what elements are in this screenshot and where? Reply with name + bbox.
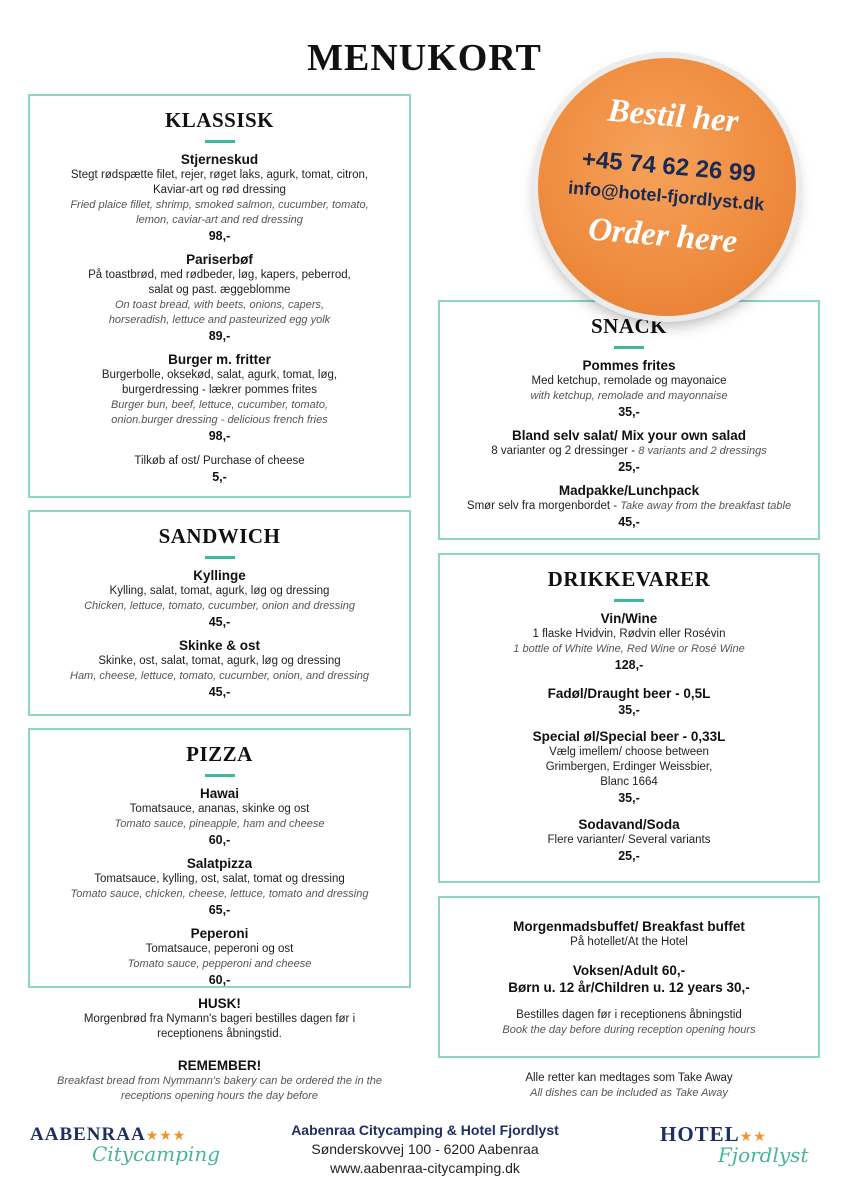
item-description-da: Med ketchup, remolade og mayonaice bbox=[531, 375, 727, 387]
menu-item-extra bbox=[30, 454, 409, 485]
section-divider bbox=[205, 556, 235, 559]
menu-item bbox=[30, 855, 409, 918]
menu-item bbox=[30, 637, 409, 700]
item-price: 98,- bbox=[208, 429, 231, 443]
section-title: KLASSISK bbox=[164, 108, 275, 132]
husk-note bbox=[28, 995, 411, 1042]
breakfast-title: Morgenmadsbuffet/ Breakfast buffet bbox=[513, 919, 745, 934]
item-name: Fadøl/Draught beer - 0,5L bbox=[547, 686, 711, 701]
badge-phone[interactable]: +45 74 62 26 99 bbox=[580, 145, 757, 188]
section-divider bbox=[205, 774, 235, 777]
section-divider bbox=[205, 140, 235, 143]
menu-item bbox=[440, 610, 818, 673]
order-badge[interactable] bbox=[527, 47, 807, 327]
item-description bbox=[440, 444, 818, 459]
item-description-en: Tomato sauce, pineapple, ham and cheese bbox=[114, 818, 325, 830]
extra-label: Tilkøb af ost/ Purchase of cheese bbox=[134, 455, 305, 467]
breakfast-adult-price: Voksen/Adult 60,- bbox=[572, 963, 686, 978]
item-description-en: On toast bread, with beets, onions, capers, horseradish, lettuce and pasteurized egg yolk bbox=[108, 299, 331, 326]
item-price: 89,- bbox=[208, 329, 231, 343]
logo-right-stars: ★★ bbox=[739, 1128, 767, 1144]
footer-name: Aabenraa Citycamping & Hotel Fjordlyst bbox=[291, 1122, 559, 1138]
breakfast-location: På hotellet/At the Hotel bbox=[570, 936, 688, 948]
menu-item bbox=[440, 728, 818, 806]
item-price: 45,- bbox=[208, 685, 231, 699]
takeaway-da: Alle retter kan medtages som Take Away bbox=[525, 1072, 733, 1084]
item-description-en: with ketchup, remolade and mayonnaise bbox=[530, 390, 728, 402]
logo-left-main: AABENRAA bbox=[30, 1124, 146, 1145]
item-name: Bland selv salat/ Mix your own salad bbox=[511, 428, 747, 443]
logo-left-sub: Citycamping bbox=[92, 1142, 221, 1166]
item-price: 35,- bbox=[618, 791, 640, 805]
item-description-da: Stegt rødspætte filet, rejer, røget laks, agurk, tomat, citron, Kaviar-art og rød dressing bbox=[70, 169, 369, 196]
item-description-da: Tomatsauce, kylling, ost, salat, tomat og dressing bbox=[94, 873, 345, 885]
item-description-da: Skinke, ost, salat, tomat, agurk, løg og dressing bbox=[98, 655, 341, 667]
item-price: 98,- bbox=[208, 229, 231, 243]
item-description-da: Tomatsauce, ananas, skinke og ost bbox=[129, 803, 310, 815]
item-price: 45,- bbox=[208, 615, 231, 629]
menu-item bbox=[30, 785, 409, 848]
section-title: DRIKKEVARER bbox=[547, 567, 711, 591]
item-description-da: 8 varianter og 2 dressinger - bbox=[491, 445, 639, 457]
item-description-da: Grimbergen, Erdinger Weissbier, bbox=[545, 761, 713, 773]
badge-order-en: Order here bbox=[586, 211, 739, 261]
husk-title: HUSK! bbox=[198, 996, 241, 1011]
item-description-en: 8 variants and 2 dressings bbox=[638, 445, 767, 457]
breakfast-child-price: Børn u. 12 år/Children u. 12 years 30,- bbox=[508, 980, 750, 995]
section-title: SNACK bbox=[590, 314, 667, 338]
aabenraa-citycamping-logo bbox=[30, 1124, 230, 1166]
hotel-fjordlyst-logo bbox=[660, 1122, 830, 1167]
item-name: Vin/Wine bbox=[600, 611, 658, 626]
item-description-da: Blanc 1664 bbox=[600, 776, 658, 788]
item-price: 65,- bbox=[208, 903, 231, 917]
section-title: SANDWICH bbox=[158, 524, 281, 548]
item-price: 128,- bbox=[614, 658, 644, 672]
item-description-en: Tomato sauce, chicken, cheese, lettuce, tomato and dressing bbox=[70, 888, 369, 900]
menu-item bbox=[440, 357, 818, 420]
item-description-en: 1 bottle of White Wine, Red Wine or Rosé Wine bbox=[513, 643, 745, 655]
item-description-en: Burger bun, beef, lettuce, cucumber, tomato, onion.burger dressing - delicious french fries bbox=[110, 399, 329, 426]
item-name: Madpakke/Lunchpack bbox=[558, 483, 700, 498]
item-name: Special øl/Special beer - 0,33L bbox=[532, 729, 726, 744]
breakfast-booking-da: Bestilles dagen før i receptionens åbningstid bbox=[516, 1009, 742, 1021]
item-description-en: Tomato sauce, pepperoni and cheese bbox=[127, 958, 312, 970]
page-title: MENUKORT bbox=[307, 37, 542, 79]
menu-item bbox=[440, 427, 818, 475]
item-price: 35,- bbox=[618, 405, 640, 419]
item-name: Burger m. fritter bbox=[168, 352, 271, 367]
logo-right-main: HOTEL bbox=[660, 1122, 740, 1146]
item-name: Hawai bbox=[199, 786, 240, 801]
drikkevarer-section bbox=[438, 553, 820, 883]
sandwich-section bbox=[28, 510, 411, 716]
item-name: Salatpizza bbox=[186, 856, 253, 871]
takeaway-en: All dishes can be included as Take Away bbox=[530, 1087, 728, 1099]
item-name: Pommes frites bbox=[582, 358, 676, 373]
menu-item bbox=[30, 251, 409, 344]
item-name: Pariserbøf bbox=[186, 252, 253, 267]
menu-item bbox=[30, 567, 409, 630]
item-description-da: Smør selv fra morgenbordet - bbox=[466, 500, 621, 512]
logo-left-stars: ★★★ bbox=[145, 1127, 187, 1143]
item-price: 25,- bbox=[618, 460, 640, 474]
menu-item bbox=[440, 685, 818, 718]
menu-item bbox=[440, 482, 818, 530]
item-description-da: Flere varianter/ Several variants bbox=[547, 834, 711, 846]
remember-note bbox=[28, 1057, 411, 1104]
item-description-en: Chicken, lettuce, tomato, cucumber, onion and dressing bbox=[84, 600, 355, 612]
item-description-da: Tomatsauce, peperoni og ost bbox=[145, 943, 294, 955]
remember-text: Breakfast bread from Nymmann's bakery can be ordered the in the receptions opening hours the day before bbox=[57, 1075, 382, 1102]
item-description-da: Kylling, salat, tomat, agurk, løg og dressing bbox=[109, 585, 330, 597]
item-name: Sodavand/Soda bbox=[578, 817, 680, 832]
husk-text: Morgenbrød fra Nymann's bageri bestilles dagen før i receptionens åbningstid. bbox=[83, 1013, 356, 1040]
extra-price: 5,- bbox=[212, 470, 227, 484]
item-price: 25,- bbox=[618, 849, 640, 863]
klassisk-section bbox=[28, 94, 411, 498]
menu-item bbox=[30, 351, 409, 444]
item-description-en: Take away from the breakfast table bbox=[620, 500, 792, 512]
snack-section bbox=[438, 300, 820, 540]
item-price: 45,- bbox=[618, 515, 640, 529]
pizza-section bbox=[28, 728, 411, 988]
item-description-da: 1 flaske Hvidvin, Rødvin eller Rosévin bbox=[532, 628, 726, 640]
footer-info bbox=[250, 1121, 600, 1178]
item-description-en: Ham, cheese, lettuce, tomato, cucumber, onion, and dressing bbox=[70, 670, 369, 682]
section-divider bbox=[614, 346, 644, 349]
menu-item bbox=[440, 816, 818, 864]
badge-order-da: Bestil her bbox=[606, 92, 741, 140]
footer-address: Sønderskovvej 100 - 6200 Aabenraa bbox=[311, 1141, 539, 1157]
item-description bbox=[440, 499, 818, 514]
breakfast-section bbox=[438, 896, 820, 1058]
item-name: Stjerneskud bbox=[180, 152, 259, 167]
section-divider bbox=[614, 599, 644, 602]
item-price: 60,- bbox=[208, 833, 231, 847]
item-name: Kyllinge bbox=[193, 568, 246, 583]
footer-website[interactable]: www.aabenraa-citycamping.dk bbox=[330, 1160, 520, 1176]
menu-item bbox=[30, 925, 409, 988]
menu-item bbox=[30, 151, 409, 244]
badge-email[interactable]: info@hotel-fjordlyst.dk bbox=[567, 177, 765, 215]
item-name: Skinke & ost bbox=[178, 638, 261, 653]
item-name: Peperoni bbox=[190, 926, 249, 941]
logo-right-sub: Fjordlyst bbox=[718, 1143, 809, 1167]
item-description-da: Burgerbolle, oksekød, salat, agurk, tomat, løg, burgerdressing - lækrer pommes frites bbox=[101, 369, 338, 396]
item-description-da: Vælg imellem/ choose between bbox=[549, 746, 709, 758]
remember-title: REMEMBER! bbox=[177, 1058, 262, 1073]
item-price: 60,- bbox=[208, 973, 231, 987]
takeaway-note bbox=[438, 1071, 820, 1101]
item-description-da: På toastbrød, med rødbeder, løg, kapers, peberrod, salat og past. æggeblomme bbox=[88, 269, 351, 296]
item-description-en: Fried plaice fillet, shrimp, smoked salmon, cucumber, tomato, lemon, caviar-art and red dressing bbox=[70, 199, 369, 226]
breakfast-booking-en: Book the day before during reception opening hours bbox=[502, 1024, 756, 1036]
section-title: PIZZA bbox=[186, 742, 253, 766]
item-price: 35,- bbox=[618, 703, 640, 717]
